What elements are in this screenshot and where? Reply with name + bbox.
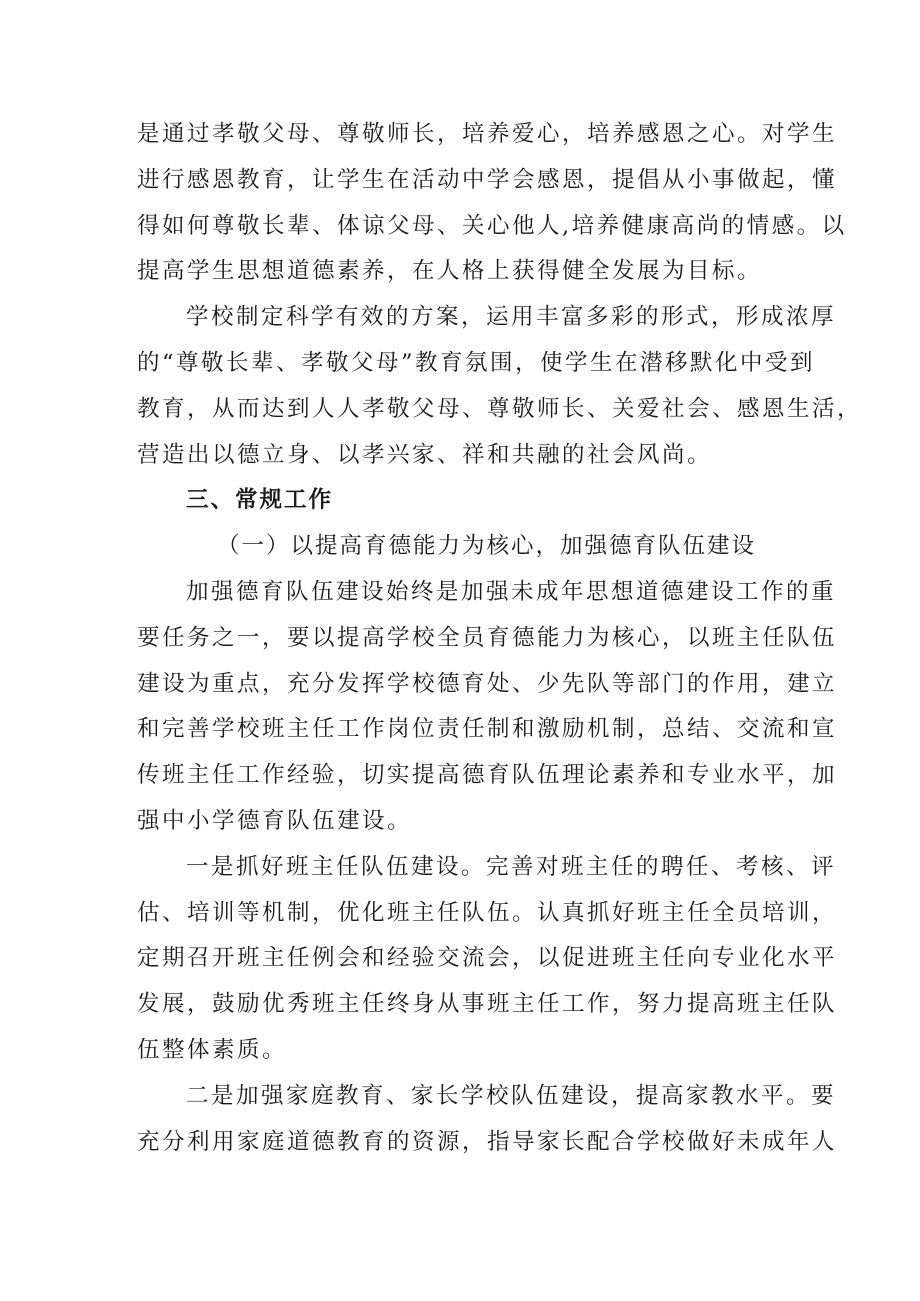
text-line: 一是抓好班主任队伍建设。完善对班主任的聘任、考核、评 [186,853,837,880]
text-line: 进行感恩教育，让学生在活动中学会感恩，提倡从小事做起，懂 [137,166,838,193]
text-line: 伍整体素质。 [137,1036,288,1063]
text-line: 定期召开班主任例会和经验交流会，以促进班主任向专业化水平 [137,945,838,972]
paragraph-4 [137,845,838,1074]
section-heading: 三、常规工作 [186,487,334,514]
text-line: 提高学生思想道德素养，在人格上获得健全发展为目标。 [137,258,763,285]
text-line: 教育，从而达到人人孝敬父母、尊敬师长、关爱社会、感恩生活， [137,395,863,422]
text-line: 的“尊敬长辈、孝敬父母”教育氛围，使学生在潜移默化中受到 [137,349,816,376]
text-line: 充分利用家庭道德教育的资源，指导家长配合学校做好未成年人 [137,1128,838,1155]
text-line: 二是加强家庭教育、家长学校队伍建设，提高家教水平。要 [186,1082,837,1109]
text-line: 和完善学校班主任工作岗位责任制和激励机制，总结、交流和宣 [137,716,838,743]
text-line: 营造出以德立身、以孝兴家、祥和共融的社会风尚。 [137,441,713,468]
subsection-heading: （一）以提高育德能力为核心，加强德育队伍建设 [217,533,757,560]
paragraph-5 [137,1074,838,1166]
text-line: 加强德育队伍建设始终是加强未成年思想道德建设工作的重 [186,578,837,605]
paragraph-3 [137,570,838,845]
text-line: 学校制定科学有效的方案，运用丰富多彩的形式，形成浓厚 [186,304,837,331]
text-line: 是通过孝敬父母、尊敬师长，培养爱心，培养感恩之心。对学生 [137,121,838,147]
text-line: 得如何尊敬长辈、体谅父母、关心他人,培养健康高尚的情感。以 [137,212,847,239]
paragraph-1 [137,112,847,295]
text-line: 传班主任工作经验，切实提高德育队伍理论素养和专业水平，加 [137,762,838,789]
text-line: 强中小学德育队伍建设。 [137,807,413,834]
text-line: 估、培训等机制，优化班主任队伍。认真抓好班主任全员培训， [137,899,838,926]
document-page [137,112,863,1165]
text-line: 要任务之一，要以提高学校全员育德能力为核心，以班主任队伍 [137,624,838,651]
text-line: 建设为重点，充分发挥学校德育处、少先队等部门的作用，建立 [137,670,838,697]
paragraph-2 [137,295,863,478]
text-line: 发展，鼓励优秀班主任终身从事班主任工作，努力提高班主任队 [137,991,838,1018]
